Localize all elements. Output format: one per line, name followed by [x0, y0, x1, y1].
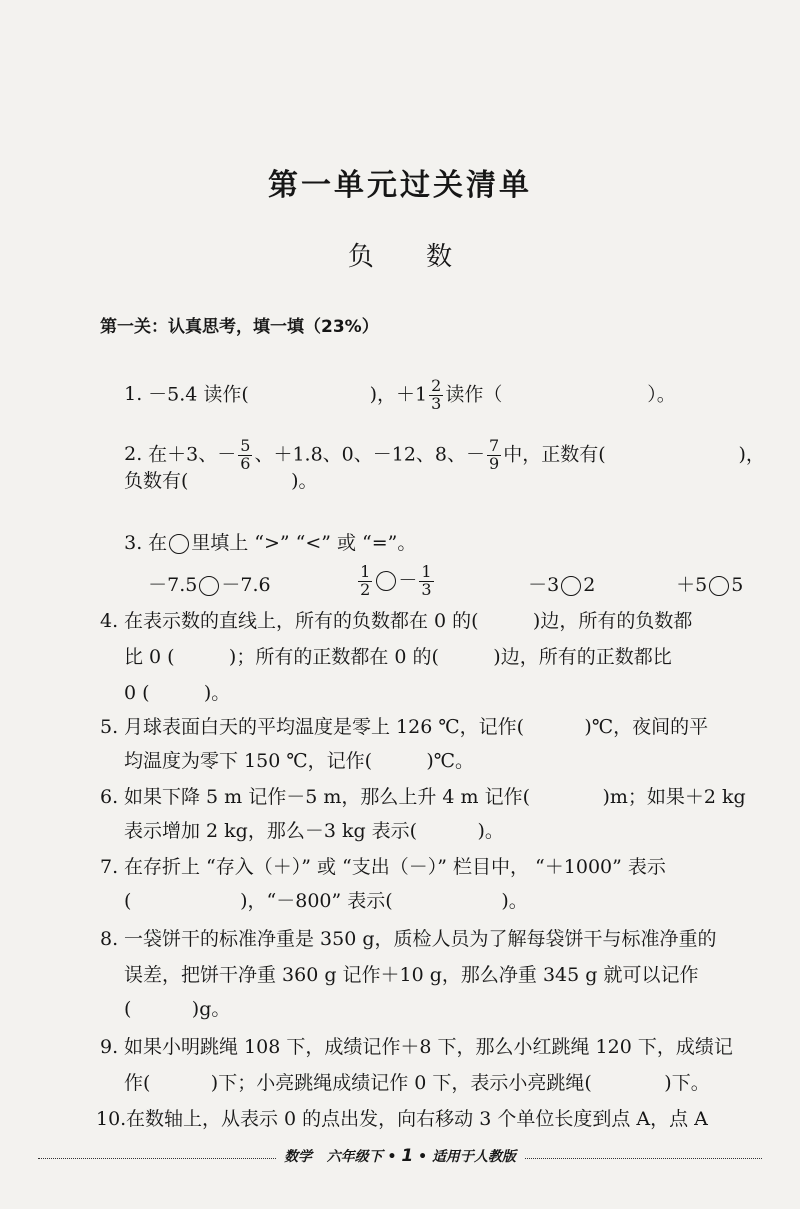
question-number: 4. [100, 610, 119, 632]
question-8 [100, 924, 717, 951]
question-text: －5.4 读作( )，＋1 [148, 383, 428, 406]
page-title: 第一单元过关清单 [268, 168, 532, 203]
question-text: 月球表面白天的平均温度是零上 126 ℃，记作( )℃，夜间的平 [124, 716, 709, 738]
question-4 [100, 606, 692, 633]
section-heading: 第一关：认真思考，填一填（23%） [100, 317, 379, 337]
fraction [358, 564, 372, 599]
fraction-numerator: 1 [421, 562, 432, 581]
question-2-line-2: 负数有( )。 [124, 470, 318, 492]
fraction-denominator: 2 [360, 579, 371, 599]
question-number: 10. [96, 1108, 127, 1130]
fraction-denominator: 6 [240, 453, 251, 473]
question-text: 、＋1.8、0、－12、8、－ [254, 443, 486, 466]
question-10 [96, 1104, 708, 1131]
question-6 [100, 782, 746, 809]
question-text: 在数轴上，从表示 0 的点出发，向右移动 3 个单位长度到点 A，点 A [126, 1108, 708, 1130]
question-number: 8. [100, 928, 119, 950]
question-text: 在 [148, 532, 168, 554]
question-4-line-2: 比 0 ( )；所有的正数都在 0 的( )边，所有的正数都比 [124, 646, 672, 668]
question-text: 读作（ ）。 [445, 383, 676, 406]
question-text: 中，正数有( )， [503, 443, 765, 466]
question-text: 如果下降 5 m 记作－5 m，那么上升 4 m 记作( )m；如果＋2 kg [124, 786, 746, 808]
compare-circle-icon[interactable] [709, 576, 729, 596]
question-8-line-2: 误差，把饼干净重 360 g 记作＋10 g，那么净重 345 g 就可以记作 [124, 964, 699, 986]
compare-left: －3 [528, 574, 560, 596]
compare-circle-icon[interactable] [199, 576, 219, 596]
compare-left: －7.5 [148, 574, 198, 596]
page-number: 1 [401, 1146, 414, 1166]
question-number: 3. [124, 532, 143, 554]
fraction [429, 378, 443, 413]
footer-grade: 六年级下 [326, 1149, 383, 1165]
question-9-line-2: 作( )下；小亮跳绳成绩记作 0 下，表示小亮跳绳( )下。 [124, 1072, 710, 1094]
question-text: 如果小明跳绳 108 下，成绩记作＋8 下，那么小红跳绳 120 下，成绩记 [124, 1036, 733, 1058]
fraction-numerator: 5 [240, 436, 251, 455]
question-number: 7. [100, 856, 119, 878]
fraction-numerator: 7 [489, 436, 500, 455]
question-text: 在表示数的直线上，所有的负数都在 0 的( )边，所有的负数都 [124, 610, 693, 632]
fraction [419, 564, 433, 599]
page-subtitle: 负 数 [347, 242, 475, 272]
question-5 [100, 712, 708, 739]
fraction-denominator: 9 [489, 453, 500, 473]
question-7 [100, 852, 666, 879]
question-number: 2. [124, 443, 143, 466]
fraction [487, 438, 501, 473]
question-number: 1. [124, 383, 143, 406]
footer-subject: 数学 [284, 1149, 313, 1165]
question-6-line-2: 表示增加 2 kg，那么－3 kg 表示( )。 [124, 820, 504, 842]
compare-sign: － [398, 569, 418, 592]
fraction-denominator: 3 [421, 579, 432, 599]
fraction-denominator: 3 [431, 393, 442, 413]
question-text: 里填上 “>” “<” 或 “=”。 [191, 532, 417, 554]
question-8-line-3: ( )g。 [124, 998, 231, 1020]
question-7-line-2: ( )，“－800” 表示( )。 [124, 890, 528, 912]
compare-left: ＋5 [676, 574, 708, 596]
fraction-numerator: 1 [360, 562, 371, 581]
compare-right: －7.6 [221, 574, 271, 596]
question-text: 在＋3、－ [148, 443, 237, 466]
fraction-numerator: 2 [431, 376, 442, 395]
question-4-line-3: 0 ( )。 [124, 682, 231, 704]
question-text: 一袋饼干的标准净重是 350 g，质检人员为了解每袋饼干与标准净重的 [124, 928, 717, 950]
question-5-line-2: 均温度为零下 150 ℃，记作( )℃。 [124, 750, 475, 772]
footer-edition: 适用于人教版 [431, 1149, 516, 1165]
question-9 [100, 1032, 733, 1059]
question-text: 在存折上 “存入（＋）” 或 “支出（－）” 栏目中， “＋1000” 表示 [124, 856, 666, 878]
compare-right: 2 [583, 574, 596, 596]
question-number: 9. [100, 1036, 119, 1058]
compare-circle-icon[interactable] [561, 576, 581, 596]
compare-right: 5 [731, 574, 744, 596]
question-number: 6. [100, 786, 119, 808]
compare-circle-icon[interactable] [376, 571, 396, 591]
question-number: 5. [100, 716, 119, 738]
page-footer: 数学 六年级下 • 1 • 适用于人教版 [0, 1146, 800, 1166]
